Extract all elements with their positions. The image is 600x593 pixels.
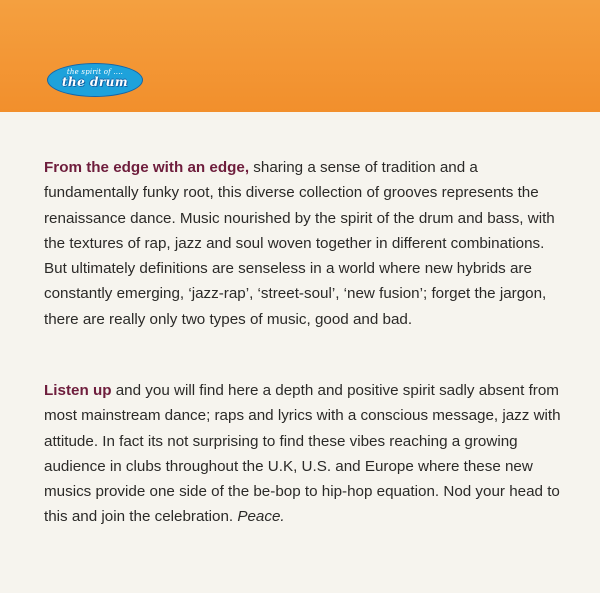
paragraph-2-text: and you will find here a depth and positive spirit sadly absent from most mainstream dance; raps and lyrics with a conscious message, jazz with attitude. In fact its not surprising to find these vibes reaching a growing audience in clubs throughout the U.K, U.S. and Europe where these new musics provide one side of the be-bop to hip-hop equation. Nod your head to this and join the celebration.: [44, 382, 561, 526]
paragraph-1-text: sharing a sense of tradition and a fundamentally funky root, this diverse collection of grooves represents the renaissance dance. Music nourished by the spirit of the drum and bass, with the textures of rap, jazz and soul woven together in different combinations. But ultimately definitions are senseless in a world where new hybrids are constantly emerging, ‘jazz-rap’, ‘street-soul’, ‘new fusion’; forget the jargon, there are really only two types of music, good and bad.: [44, 159, 555, 328]
logo-line-2: the drum: [61, 75, 129, 89]
paragraph-1: [44, 155, 564, 332]
paragraph-1-lead: From the edge with an edge,: [44, 159, 250, 176]
paragraph-2-lead: Listen up: [44, 382, 112, 399]
paragraph-2-closing: Peace.: [237, 508, 285, 526]
paragraph-2: [44, 378, 564, 530]
spirit-of-the-drum-logo: [47, 63, 143, 97]
logo-line-1: the spirit of ....: [66, 68, 124, 76]
